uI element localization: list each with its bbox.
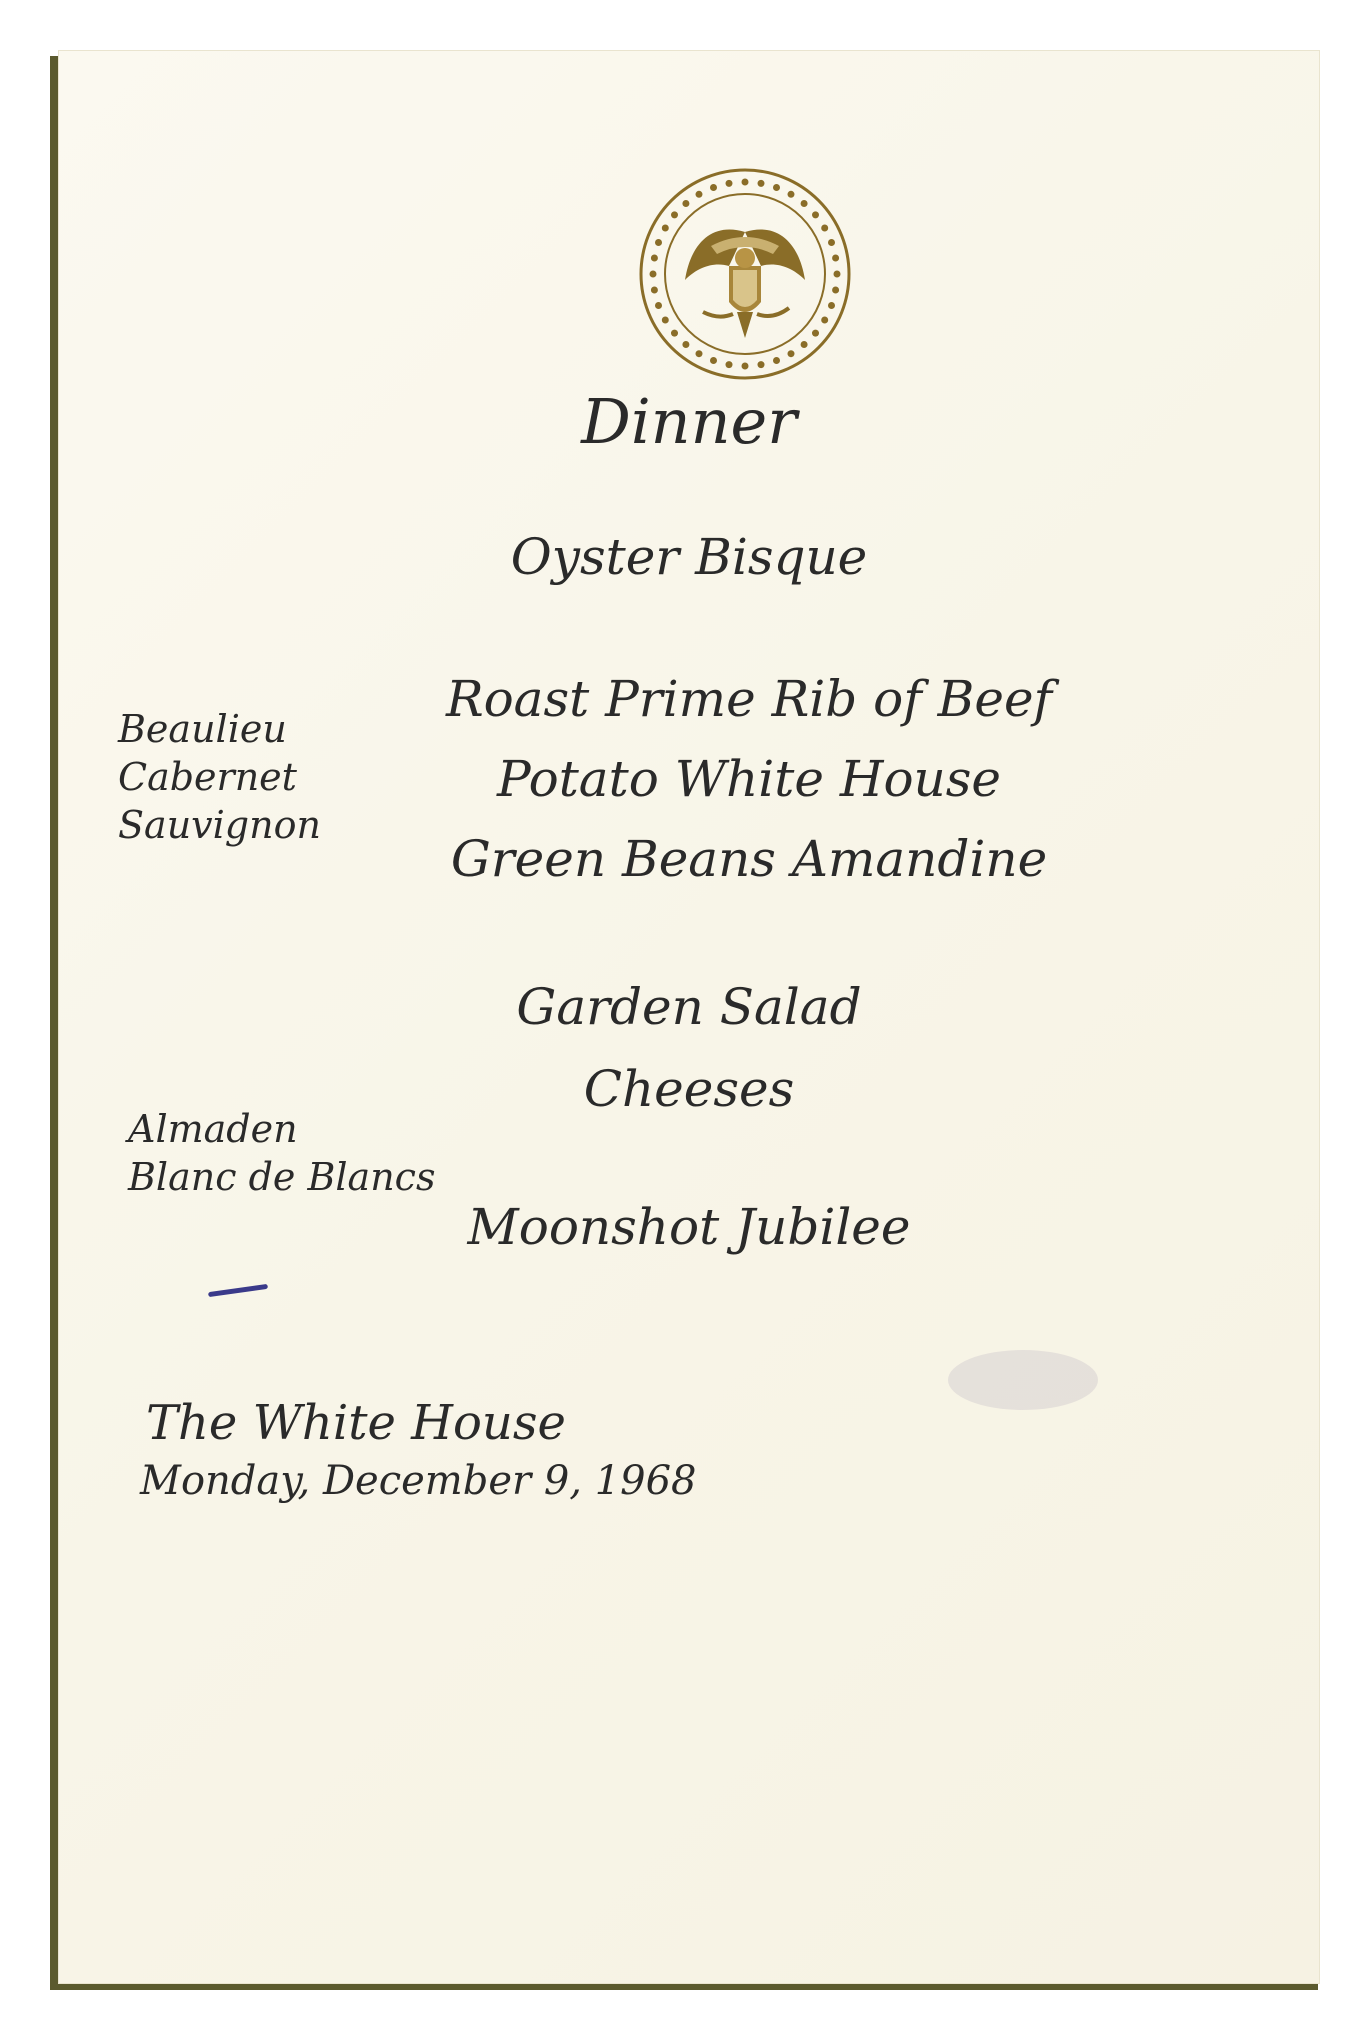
seal-star bbox=[671, 330, 678, 337]
ink-mark bbox=[208, 1284, 268, 1297]
seal-star bbox=[758, 361, 765, 368]
seal-star bbox=[662, 225, 669, 232]
seal-star bbox=[696, 350, 703, 357]
seal-star bbox=[812, 211, 819, 218]
seal-star bbox=[710, 184, 717, 191]
menu-title: Dinner bbox=[581, 385, 797, 458]
seal-star bbox=[832, 255, 839, 262]
seal-star bbox=[650, 271, 657, 278]
seal-star bbox=[834, 271, 841, 278]
seal-star bbox=[788, 191, 795, 198]
wine-line: Almaden bbox=[128, 1107, 298, 1151]
seal-star bbox=[726, 180, 733, 187]
seal-star bbox=[788, 350, 795, 357]
seal-star bbox=[726, 361, 733, 368]
seal-star bbox=[742, 179, 749, 186]
seal-star bbox=[812, 330, 819, 337]
paper-stain bbox=[948, 1350, 1098, 1410]
course-item: Potato White House bbox=[496, 750, 1002, 808]
wine-line: Sauvignon bbox=[118, 803, 321, 847]
seal-star bbox=[651, 287, 658, 294]
footer-place: The White House bbox=[146, 1395, 566, 1451]
course-item: Roast Prime Rib of Beef bbox=[445, 670, 1053, 728]
footer-date: Monday, December 9, 1968 bbox=[140, 1458, 697, 1504]
seal-star bbox=[655, 302, 662, 309]
seal-star bbox=[662, 317, 669, 324]
seal-star bbox=[742, 363, 749, 370]
course-item: Moonshot Jubilee bbox=[467, 1198, 911, 1256]
seal-star bbox=[821, 225, 828, 232]
menu-card bbox=[58, 50, 1320, 1984]
seal-star bbox=[655, 239, 662, 246]
seal-star bbox=[696, 191, 703, 198]
seal-star bbox=[651, 255, 658, 262]
course-item: Green Beans Amandine bbox=[450, 830, 1048, 888]
wine-line: Blanc de Blancs bbox=[128, 1155, 436, 1199]
course-item: Oyster Bisque bbox=[510, 528, 868, 586]
seal-star bbox=[671, 211, 678, 218]
seal-star bbox=[821, 317, 828, 324]
seal-star bbox=[682, 200, 689, 207]
seal-star bbox=[710, 357, 717, 364]
seal-star bbox=[801, 200, 808, 207]
seal-star bbox=[773, 357, 780, 364]
course-item: Garden Salad bbox=[516, 978, 862, 1036]
seal-star bbox=[773, 184, 780, 191]
seal-star bbox=[832, 287, 839, 294]
seal-star bbox=[828, 239, 835, 246]
seal-star bbox=[801, 341, 808, 348]
seal-star bbox=[758, 180, 765, 187]
wine-line: Beaulieu bbox=[118, 707, 287, 751]
seal-star bbox=[828, 302, 835, 309]
wine-pairing bbox=[128, 1105, 435, 1201]
course-item: Cheeses bbox=[583, 1060, 795, 1118]
presidential-seal-icon bbox=[633, 162, 857, 386]
wine-pairing bbox=[118, 705, 321, 849]
seal-star bbox=[682, 341, 689, 348]
wine-line: Cabernet bbox=[118, 755, 297, 799]
